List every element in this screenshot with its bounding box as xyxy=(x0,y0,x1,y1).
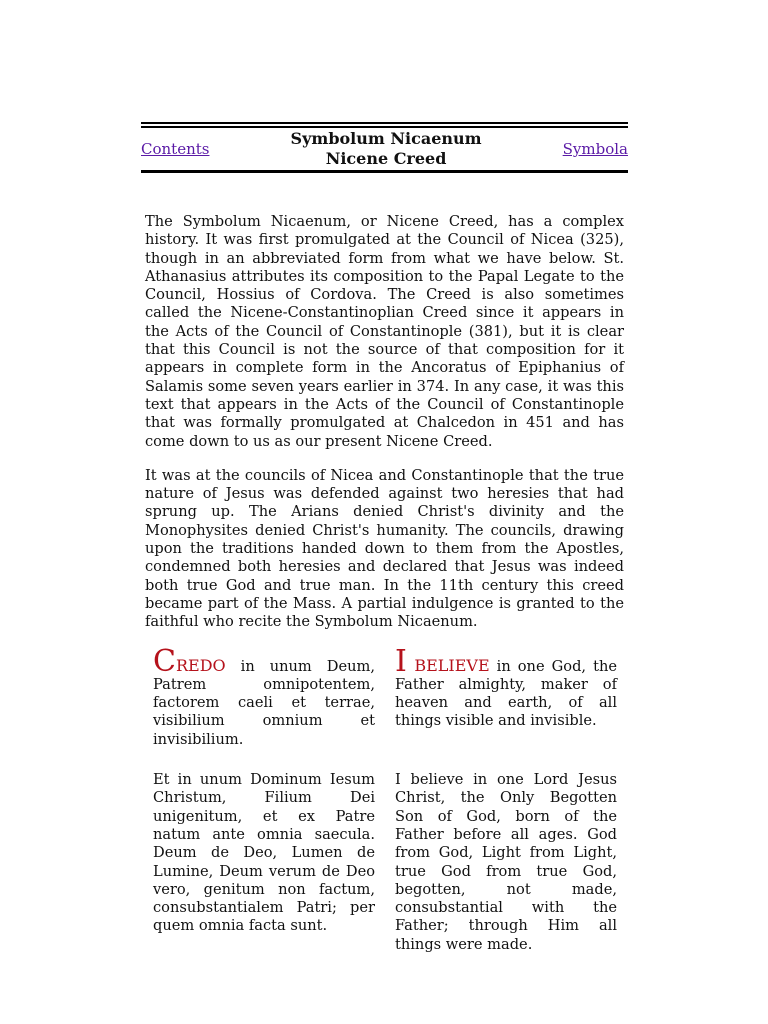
intro-paragraph-1: The Symbolum Nicaenum, or Nicene Creed, has a complex history. It was first promulgated at the Council of Nicea (325), though in an abbreviated form from what we have below. St. Athanasius attributes its composition to the Papal Legate to the Council, Hossius of Cordova. The Creed is also sometimes called the Nicene-Constantinoplian Creed since it appears in the Acts of the Council of Constantinople (381), but it is clear that this Council is not the source of that composition for it appears in complete form in the Ancoratus of Epiphanius of Salamis some seven years earlier in 374. In any case, it was this text that appears in the Acts of the Council of Constantinople that was formally promulgated at Chalcedon in 451 and has come down to us as our present Nicene Creed. xyxy=(145,213,624,450)
header-bar xyxy=(141,128,628,170)
latin-initial: C xyxy=(153,643,176,679)
latin-stanza-1 xyxy=(153,643,375,749)
latin-stanza-2: Et in unum Dominum Iesum Christum, Filium Dei unigenitum, et ex Patre natum ante omnia saecula. Deum de Deo, Lumen de Lumine, Deum verum de Deo vero, genitum non factum, consubstantialem Patri; per quem omnia facta sunt. xyxy=(153,771,375,935)
english-stanza-1-text: in one God, the Father almighty, maker of heaven and earth, of all things visible and invisible. xyxy=(395,657,617,730)
english-initial: I xyxy=(395,643,407,679)
page-title xyxy=(291,129,482,169)
title-latin: Symbolum Nicaenum xyxy=(290,129,482,148)
page-content xyxy=(141,122,628,954)
symbola-link[interactable]: Symbola xyxy=(562,140,628,158)
english-stanza-1 xyxy=(395,643,617,749)
title-english: Nicene Creed xyxy=(325,149,447,168)
latin-opening-word: REDO xyxy=(175,655,226,675)
contents-link[interactable]: Contents xyxy=(141,140,210,158)
latin-stanza-1-text: in unum Deum, Patrem omnipotentem, factorem caeli et terrae, visibilium omnium et invisibilium. xyxy=(153,657,375,748)
intro-paragraph-2: It was at the councils of Nicea and Constantinople that the true nature of Jesus was defended against two heresies that had sprung up. The Arians denied Christ's divinity and the Monophysites denied Christ's humanity. The councils, drawing upon the traditions handed down to them from the Apostles, condemned both heresies and declared that Jesus was indeed both true God and true man. In the 11th century this creed became part of the Mass. A partial indulgence is granted to the faithful who recite the Symbolum Nicaenum. xyxy=(145,466,624,631)
header-bottom-rule xyxy=(141,170,628,173)
english-stanza-2: I believe in one Lord Jesus Christ, the Only Begotten Son of God, born of the Father before all ages. God from God, Light from Light, true God from true God, begotten, not made, consubstantial with the Father; through Him all things were made. xyxy=(395,771,617,953)
intro-section xyxy=(145,213,624,632)
creed-columns xyxy=(153,643,628,954)
english-opening-word: BELIEVE xyxy=(406,655,490,675)
